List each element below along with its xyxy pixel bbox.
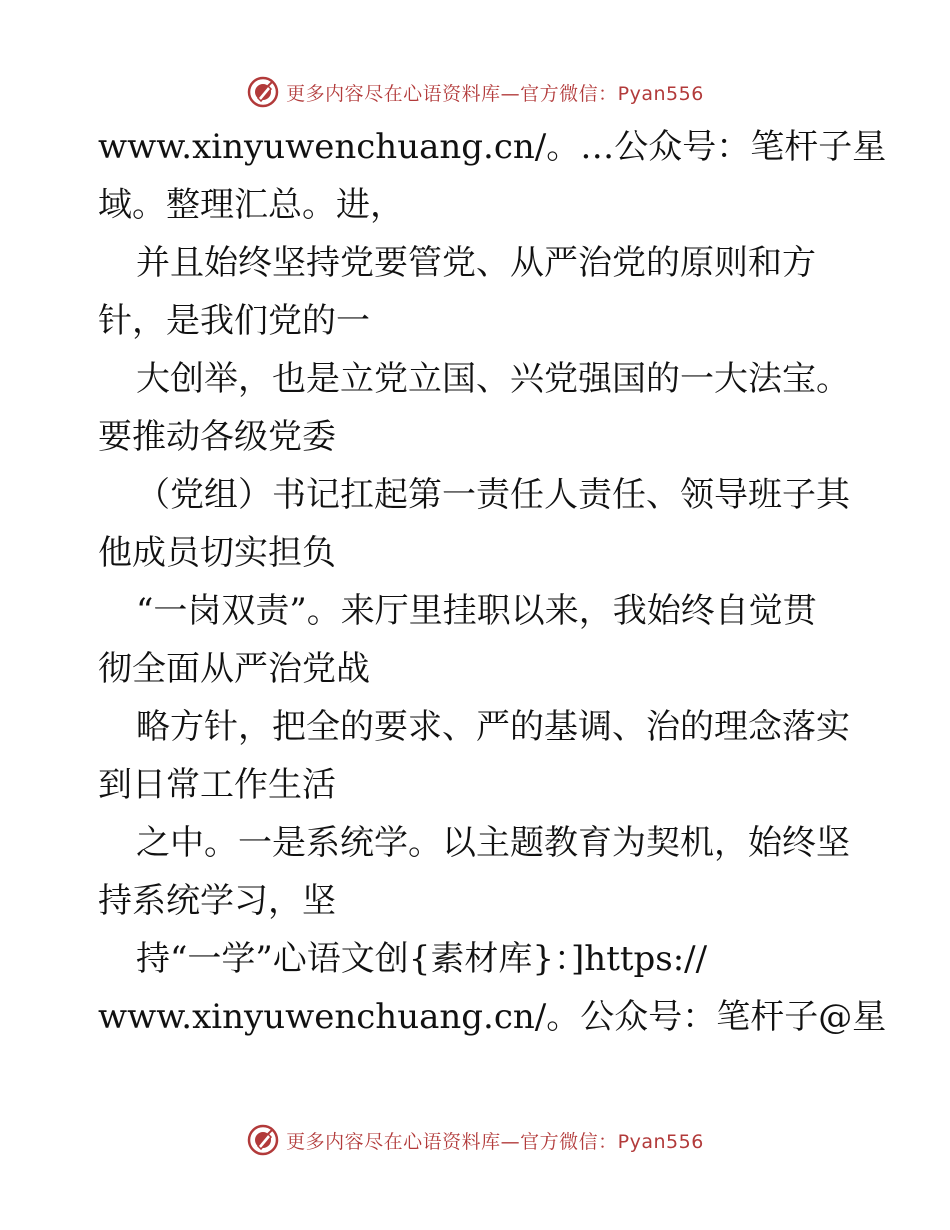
document-body <box>98 118 887 1046</box>
body-line: 到日常工作生活 <box>98 765 336 805</box>
pen-nib-logo-icon <box>246 75 280 109</box>
header-banner <box>0 72 950 112</box>
body-line: 之中。一是系统学。以主题教育为契机，始终坚 <box>136 823 850 863</box>
body-line: 彻全面从严治党战 <box>98 649 370 689</box>
pen-nib-logo-icon <box>246 1123 280 1157</box>
footer-banner <box>0 1120 950 1160</box>
body-line: 持“一学”心语文创{素材库}：]https:// <box>136 939 708 979</box>
header-banner-text: 更多内容尽在心语资料库—官方微信：Pyan556 <box>286 82 704 105</box>
body-line: 针，是我们党的一 <box>98 301 370 341</box>
body-line: 域。整理汇总。进， <box>98 185 404 225</box>
body-line: （党组）书记扛起第一责任人责任、领导班子其 <box>136 475 850 515</box>
body-line: 略方针，把全的要求、严的基调、治的理念落实 <box>136 707 850 747</box>
body-line: 并且始终坚持党要管党、从严治党的原则和方 <box>136 243 816 283</box>
body-line: “一岗双责”。来厅里挂职以来，我始终自觉贯 <box>136 591 817 631</box>
body-line: 他成员切实担负 <box>98 533 336 573</box>
footer-banner-text: 更多内容尽在心语资料库—官方微信：Pyan556 <box>286 1130 704 1153</box>
body-line: www.xinyuwenchuang.cn/。…公众号：笔杆子星 <box>98 127 887 167</box>
body-line: 持系统学习，坚 <box>98 881 336 921</box>
body-line: 要推动各级党委 <box>98 417 336 457</box>
body-line: www.xinyuwenchuang.cn/。公众号：笔杆子@星 <box>98 997 887 1037</box>
body-line: 大创举，也是立党立国、兴党强国的一大法宝。 <box>136 359 850 399</box>
